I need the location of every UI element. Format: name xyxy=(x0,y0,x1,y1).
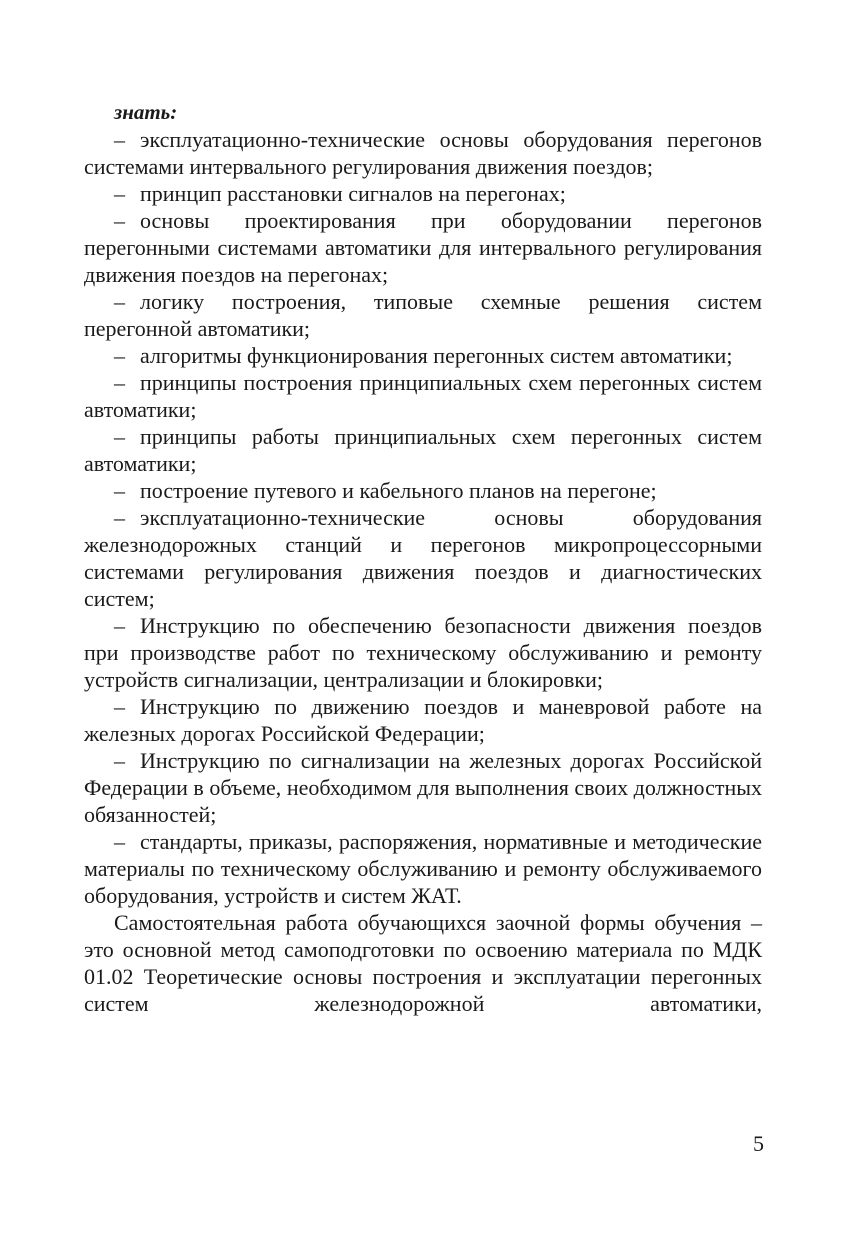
list-item-text: эксплуатационно-технические основы оборудования железнодорожных станций и перегонов микропроцессорными системами регулирования движения поездов и диагностических систем; xyxy=(84,505,762,611)
list-item xyxy=(84,369,762,423)
dash-bullet: – xyxy=(114,370,125,395)
dash-bullet: – xyxy=(114,181,125,206)
list-item-text: логику построения, типовые схемные решения систем перегонной автоматики; xyxy=(84,289,762,341)
page-number: 5 xyxy=(753,1131,764,1156)
dash-bullet: – xyxy=(114,748,125,773)
list-item-text: стандарты, приказы, распоряжения, нормативные и методические материалы по техническому обслуживанию и ремонту обслуживаемого оборудования, устройств и систем ЖАТ. xyxy=(84,829,762,908)
list-item xyxy=(84,693,762,747)
dash-bullet: – xyxy=(114,478,125,503)
dash-bullet: – xyxy=(114,505,125,530)
dash-bullet: – xyxy=(114,289,125,314)
list-item-text: Инструкцию по обеспечению безопасности движения поездов при производстве работ по техническому обслуживанию и ремонту устройств сигнализации, централизации и блокировки; xyxy=(84,613,762,692)
list-item xyxy=(84,180,762,207)
dash-bullet: – xyxy=(114,208,125,233)
body-paragraph: Самостоятельная работа обучающихся заочной формы обучения – это основной метод самоподготовки по освоению материала по МДК 01.02 Теоретические основы построения и эксплуатации перегонных систем железнодорожной автоматики, xyxy=(84,910,762,1016)
list-item-text: принципы работы принципиальных схем перегонных систем автоматики; xyxy=(84,424,762,476)
dash-bullet: – xyxy=(114,613,125,638)
list-item xyxy=(84,126,762,180)
list-item xyxy=(84,288,762,342)
list-item-text: основы проектирования при оборудовании перегонов перегонными системами автоматики для интервального регулирования движения поездов на перегонах; xyxy=(84,208,762,287)
list-item xyxy=(84,207,762,288)
list-item-text: принципы построения принципиальных схем перегонных систем автоматики; xyxy=(84,370,762,422)
list-item-text: Инструкцию по сигнализации на железных дорогах Российской Федерации в объеме, необходимом для выполнения своих должностных обязанностей; xyxy=(84,748,762,827)
list-item xyxy=(84,504,762,612)
list-item-text: принцип расстановки сигналов на перегонах; xyxy=(140,181,566,206)
dash-bullet: – xyxy=(114,127,125,152)
section-heading: знать: xyxy=(114,100,178,124)
list-item xyxy=(84,612,762,693)
dash-bullet: – xyxy=(114,424,125,449)
list-item-text: алгоритмы функционирования перегонных систем автоматики; xyxy=(140,343,733,368)
list-item xyxy=(84,477,762,504)
list-item xyxy=(84,747,762,828)
list-item xyxy=(84,423,762,477)
page-body xyxy=(84,99,762,1017)
dash-bullet: – xyxy=(114,343,125,368)
list-item-text: Инструкцию по движению поездов и маневровой работе на железных дорогах Российской Федерации; xyxy=(84,694,762,746)
dash-bullet: – xyxy=(114,694,125,719)
list-item xyxy=(84,828,762,909)
list-item-text: построение путевого и кабельного планов на перегоне; xyxy=(140,478,657,503)
list-item-text: эксплуатационно-технические основы оборудования перегонов системами интервального регулирования движения поездов; xyxy=(84,127,762,179)
dash-bullet: – xyxy=(114,829,125,854)
list-item xyxy=(84,342,762,369)
